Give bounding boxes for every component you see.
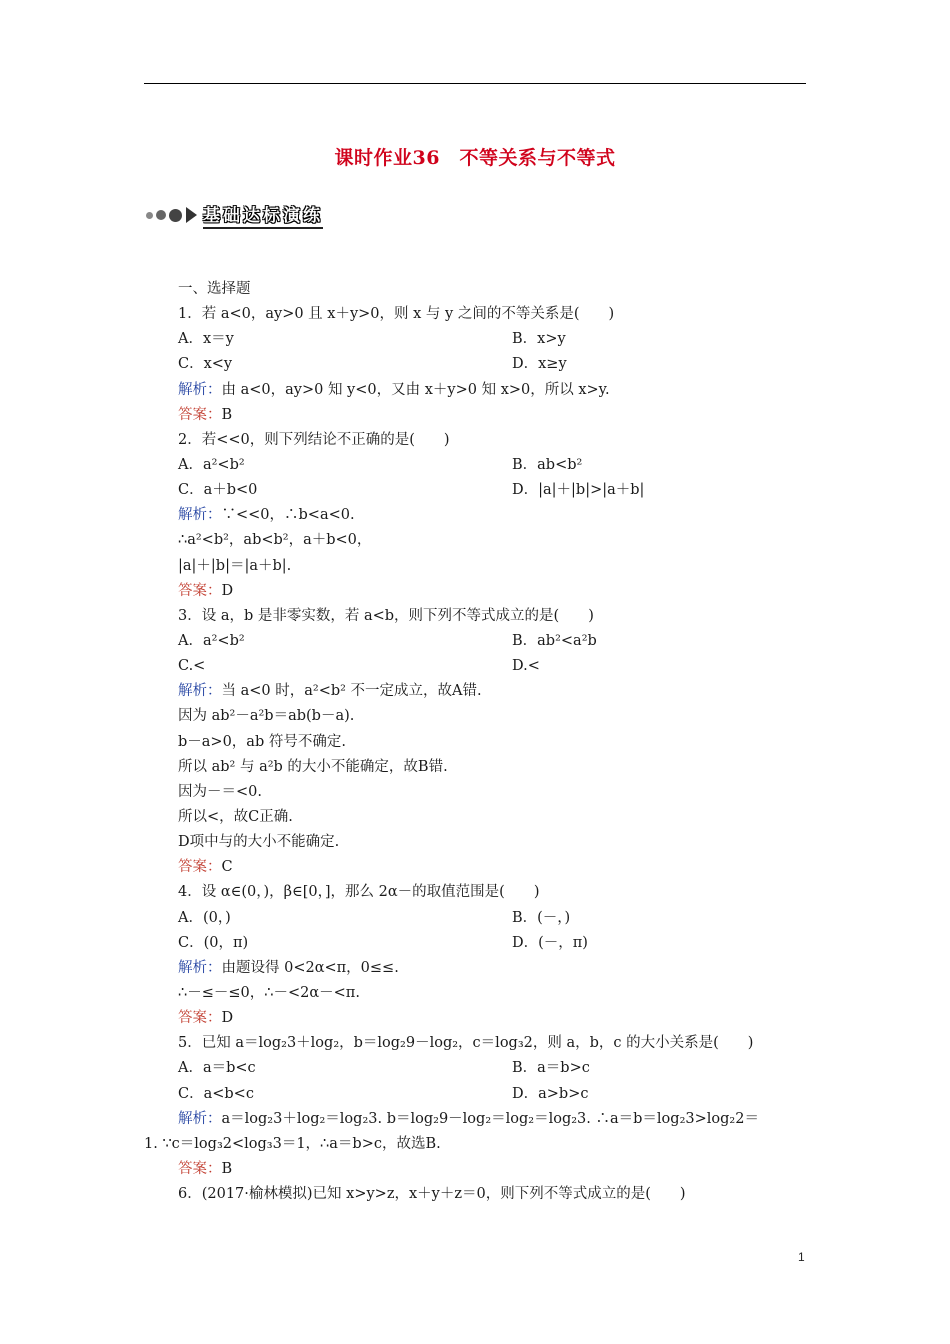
option-right: D．a>b>c — [512, 1085, 589, 1102]
answer-text: D — [221, 582, 234, 599]
analysis-label: 解析： — [178, 959, 222, 976]
text-line: 因为 ab²－a²b＝ab(b－a). — [178, 708, 355, 725]
analysis-label: 解析： — [178, 1110, 222, 1127]
answer-label: 答案： — [178, 1010, 222, 1027]
text-line: 4．设 α∈(0，)，β∈[0，]，那么 2α－的取值范围是( ) — [178, 884, 540, 901]
analysis-line — [178, 679, 808, 704]
section-heading: 一、选择题 — [178, 281, 251, 297]
option-left: C．a＋b<0 — [178, 482, 258, 499]
option-row — [178, 478, 808, 503]
exercise-content — [144, 277, 808, 1207]
answer-line — [178, 579, 808, 604]
analysis-label: 解析： — [178, 507, 222, 524]
option-row — [178, 1056, 808, 1081]
answer-label: 答案： — [178, 406, 222, 423]
answer-line — [178, 855, 808, 880]
option-row — [178, 1082, 808, 1107]
option-row — [178, 629, 808, 654]
text-line: 6．(2017·榆林模拟)已知 x>y>z，x＋y＋z＝0，则下列不等式成立的是( ) — [178, 1186, 686, 1203]
text-line: 5．已知 a＝log₂3＋log₂，b＝log₂9－log₂，c＝log₃2，则 a，b，c 的大小关系是( ) — [178, 1035, 754, 1052]
text-line: D项中与的大小不能确定. — [178, 834, 340, 851]
analysis-label: 解析： — [178, 381, 222, 398]
option-left: C．x<y — [178, 356, 233, 373]
option-left: A．(0，) — [178, 909, 231, 926]
analysis-line — [178, 378, 808, 403]
text-line: 所以 ab² 与 a²b 的大小不能确定，故B错. — [178, 758, 448, 775]
option-left: C．(0，π) — [178, 934, 249, 951]
analysis-text: 当 a<0 时，a²<b² 不一定成立，故A错. — [221, 683, 482, 700]
answer-text: D — [221, 1010, 234, 1027]
analysis-text: ∵<<0，∴b<a<0. — [221, 507, 355, 524]
option-left: C．a<b<c — [178, 1085, 254, 1102]
text-line: 2．若<<0，则下列结论不正确的是( ) — [178, 431, 450, 448]
option-row — [178, 327, 808, 352]
analysis-text: 由 a<0，ay>0 知 y<0，又由 x＋y>0 知 x>0，所以 x>y. — [221, 381, 610, 398]
page-title: 课时作业36 不等关系与不等式 — [334, 147, 616, 169]
option-row — [178, 352, 808, 377]
exercise-lines — [144, 302, 808, 1207]
option-right: D．(－，π) — [512, 934, 588, 951]
option-right: B．ab²<a²b — [512, 632, 597, 649]
header-rule — [144, 83, 806, 84]
text-line: 1．若 a<0，ay>0 且 x＋y>0，则 x 与 y 之间的不等关系是( ) — [178, 306, 615, 323]
option-left: A．a²<b² — [178, 632, 245, 649]
option-right: D.< — [512, 658, 540, 675]
answer-line — [178, 1006, 808, 1031]
page-number: 1 — [798, 1250, 805, 1264]
option-right: D．|a|＋|b|>|a＋b| — [512, 482, 645, 499]
analysis-text: 由题设得 0<2α<π，0≤≤. — [221, 959, 399, 976]
option-right: D．x≥y — [512, 356, 567, 373]
answer-text: C — [221, 859, 233, 876]
text-line: 因为－＝<0. — [178, 783, 262, 800]
analysis-line — [178, 503, 808, 528]
banner-dots-icon — [146, 209, 182, 222]
answer-text: B — [221, 406, 233, 423]
answer-line — [178, 403, 808, 428]
answer-label: 答案： — [178, 1160, 222, 1177]
option-right: B．a＝b>c — [512, 1060, 590, 1077]
answer-text: B — [221, 1160, 233, 1177]
section-banner — [146, 202, 323, 228]
option-right: B．ab<b² — [512, 456, 583, 473]
option-row — [178, 654, 808, 679]
answer-line — [178, 1157, 808, 1182]
text-line: ∴－≤－≤0，∴－<2α－<π. — [178, 984, 360, 1001]
analysis-text: a＝log₂3＋log₂＝log₂3. b＝log₂9－log₂＝log₂＝log₂3. ∴a＝b＝log₂3>log₂2＝ — [221, 1110, 759, 1127]
analysis-line — [178, 1107, 808, 1132]
text-line: 所以<，故C正确. — [178, 808, 293, 825]
text-line: 3．设 a，b 是非零实数，若 a<b，则下列不等式成立的是( ) — [178, 607, 594, 624]
option-left: A．x＝y — [178, 331, 234, 348]
text-line: b－a>0，ab 符号不确定. — [178, 733, 346, 750]
option-row — [178, 906, 808, 931]
text-line: ∴a²<b²，ab<b²，a＋b<0， — [178, 532, 372, 549]
banner-arrow-icon — [186, 207, 197, 223]
option-left: A．a＝b<c — [178, 1060, 256, 1077]
option-row — [178, 931, 808, 956]
option-left: A．a²<b² — [178, 456, 245, 473]
continued-line: 1. ∵c＝log₃2<log₃3＝1，∴a＝b>c，故选B. — [144, 1135, 441, 1152]
answer-label: 答案： — [178, 582, 222, 599]
option-right: B．x>y — [512, 331, 566, 348]
analysis-label: 解析： — [178, 683, 222, 700]
option-left: C.< — [178, 658, 206, 675]
analysis-line — [178, 956, 808, 981]
banner-label: 基础达标演练 — [203, 201, 323, 229]
answer-label: 答案： — [178, 859, 222, 876]
option-right: B．(－，) — [512, 909, 571, 926]
text-line: |a|＋|b|＝|a＋b|. — [178, 557, 292, 574]
option-row — [178, 453, 808, 478]
